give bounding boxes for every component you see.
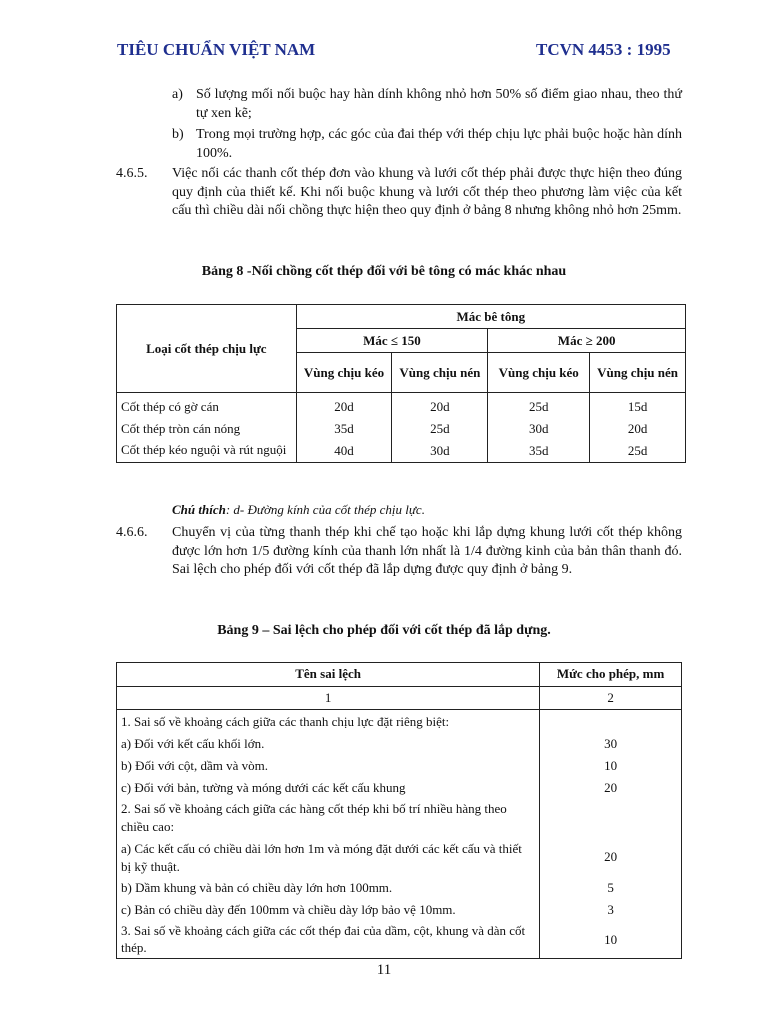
table8-cell: 25d [488,393,590,419]
table8-row-name: Cốt thép có gờ cán [117,393,297,419]
table-row [117,440,686,463]
table9-col-number: 1 [117,687,540,710]
table9-col-number: 2 [540,687,682,710]
table8-zone-compression-1: Vùng chịu nén [392,353,488,393]
table-row [117,777,682,799]
table8 [116,304,686,463]
table-row [117,755,682,777]
table9-row-text: 3. Sai số về khoảng cách giữa các cốt thép đai của dầm, cột, khung và dàn cốt thép. [117,921,540,959]
page-number: 11 [376,962,392,978]
table8-note-text: : d- Đường kính của cốt thép chịu lực. [225,502,425,517]
table9-row-text: b) Đối với cột, dầm và vòm. [117,755,540,777]
table8-caption: Bảng 8 -Nối chồng cốt thép đối với bê tông có mác khác nhau [201,264,567,279]
table8-zone-tension-1: Vùng chịu kéo [296,353,392,393]
table9-col-value: Mức cho phép, mm [540,663,682,687]
table9-row-text: a) Đối với kết cấu khối lớn. [117,733,540,755]
table-row [117,393,686,419]
item-a-text: Số lượng mối nối buộc hay hàn dính không nhỏ hơn 50% số điểm giao nhau, theo thứ tự xen kẽ; [196,87,682,121]
table8-note-label: Chú thích [172,502,226,517]
item-b-label: b) [172,127,184,142]
section-465-label: 4.6.5. [116,166,148,181]
section-465-text: Việc nối các thanh cốt thép đơn vào khung và lưới cốt thép phải được thực hiện theo đúng quy định của thiết kế. Khi nối buộc khung và lưới cốt thép theo phương làm việc của kết cấu thì chiều dài nối chồng thực hiện theo quy định ở bảng 8 nhưng không nhỏ hơn 25mm. [172,166,682,218]
table9-row-value: 5 [540,877,682,899]
table8-col-type: Loại cốt thép chịu lực [117,305,297,393]
table9-row-text: c) Đối với bản, tường và móng dưới các kết cấu khung [117,777,540,799]
doc-standard-code: TCVN 4453 : 1995 [536,40,671,59]
table-row [117,837,682,877]
table9-row-value: 10 [540,921,682,959]
table-row [117,418,686,440]
table9-row-text: 1. Sai số về khoảng cách giữa các thanh chịu lực đặt riêng biệt: [117,710,540,734]
table8-zone-compression-2: Vùng chịu nén [590,353,686,393]
table9 [116,662,682,959]
table-row [117,899,682,921]
table-row [117,921,682,959]
table8-cell: 40d [296,440,392,463]
table8-cell: 25d [590,440,686,463]
doc-standard-title: TIÊU CHUẨN VIỆT NAM [117,40,316,59]
table9-row-value: 10 [540,755,682,777]
table8-col-concrete: Mác bê tông [296,305,685,329]
table-row [117,710,682,734]
table9-row-text: c) Bản có chiều dày đến 100mm và chiều dày lớp bảo vệ 10mm. [117,899,540,921]
table8-grade2: Mác ≥ 200 [488,329,686,353]
table8-cell: 30d [488,418,590,440]
table8-row-name: Cốt thép kéo nguội và rút nguội [117,440,297,463]
table8-row-name: Cốt thép tròn cán nóng [117,418,297,440]
table9-row-value [540,710,682,734]
table8-note [172,502,425,518]
table9-row-value [540,799,682,837]
table8-zone-tension-2: Vùng chịu kéo [488,353,590,393]
table-row [117,799,682,837]
table8-cell: 20d [296,393,392,419]
table8-cell: 30d [392,440,488,463]
section-466-text: Chuyển vị của từng thanh thép khi chế tạo hoặc khi lắp dựng khung lưới cốt thép không được lớn hơn 1/5 đường kính của thanh lớn nhất là 1/4 đường kinh của bản thân thanh đó. Sai lệch cho phép đối với cốt thép đã lắp dựng được quy định ở bảng 9. [172,525,682,577]
table9-col-name: Tên sai lệch [117,663,540,687]
table8-cell: 20d [590,418,686,440]
item-a-label: a) [172,87,183,102]
table8-cell: 15d [590,393,686,419]
table9-row-value: 30 [540,733,682,755]
table8-cell: 20d [392,393,488,419]
table8-cell: 25d [392,418,488,440]
table8-cell: 35d [488,440,590,463]
table9-row-value: 3 [540,899,682,921]
table-row [117,733,682,755]
table-row [117,877,682,899]
table9-caption: Bảng 9 – Sai lệch cho phép đối với cốt thép đã lắp dựng. [217,623,551,638]
table8-cell: 35d [296,418,392,440]
table9-row-text: a) Các kết cấu có chiều dài lớn hơn 1m và móng đặt dưới các kết cấu và thiết bị kỹ thuật. [117,837,540,877]
table9-row-text: 2. Sai số về khoảng cách giữa các hàng cốt thép khi bố trí nhiều hàng theo chiều cao: [117,799,540,837]
item-b-text: Trong mọi trường hợp, các góc của đai thép với thép chịu lực phải buộc hoặc hàn dính 100%. [196,127,682,161]
section-466-label: 4.6.6. [116,525,148,540]
table9-row-value: 20 [540,777,682,799]
table8-grade1: Mác ≤ 150 [296,329,488,353]
table9-row-text: b) Dầm khung và bản có chiều dày lớn hơn 100mm. [117,877,540,899]
table9-row-value: 20 [540,837,682,877]
